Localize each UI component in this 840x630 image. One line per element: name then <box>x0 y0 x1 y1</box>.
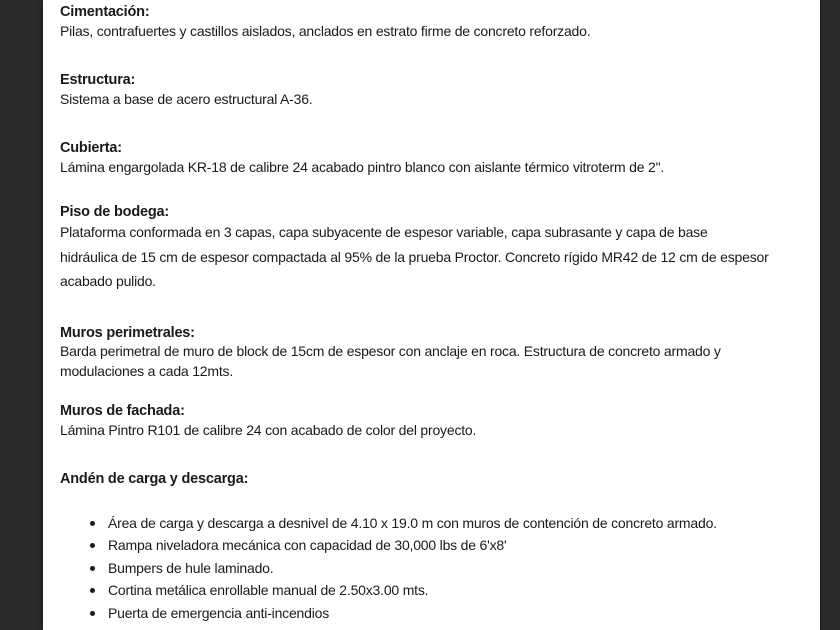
section-title: Estructura: <box>60 72 136 88</box>
list-item-text: Puerta de emergencia anti-incendios <box>108 604 330 621</box>
section-title: Cubierta: <box>60 140 122 156</box>
section-title: Piso de bodega: <box>60 204 169 220</box>
section-text-line: acabado pulido. <box>60 273 156 289</box>
list-item <box>43 534 803 556</box>
list-item-text: Bumpers de hule laminado. <box>108 559 274 576</box>
section-text-line: Plataforma conformada en 3 capas, capa subyacente de espesor variable, capa subrasante y capa de base <box>60 224 708 240</box>
bullet-icon <box>90 543 95 548</box>
bullet-icon <box>90 521 95 526</box>
list-item <box>43 579 803 601</box>
list-item <box>43 557 803 579</box>
section-text-line: modulaciones a cada 12mts. <box>60 363 234 379</box>
section-text: Lámina Pintro R101 de calibre 24 con acabado de color del proyecto. <box>60 422 477 438</box>
section-title: Muros perimetrales: <box>60 325 195 341</box>
section-text: Lámina engargolada KR-18 de calibre 24 acabado pintro blanco con aislante térmico vitroterm de 2". <box>60 159 665 175</box>
list-item-text: Cortina metálica enrollable manual de 2.50x3.00 mts. <box>108 582 429 599</box>
section-anden-de-carga <box>60 471 800 487</box>
list-item-text: Área de carga y descarga a desnivel de 4.10 x 19.0 m con muros de contención de concreto armado. <box>108 515 717 531</box>
section-estructura <box>60 72 800 109</box>
list-item-text: Rampa niveladora mecánica con capacidad de 30,000 lbs de 6'x8' <box>108 537 507 554</box>
section-cubierta <box>60 140 800 177</box>
section-muros-perimetrales <box>60 325 800 381</box>
list-item <box>43 602 803 624</box>
bullet-icon <box>90 611 95 616</box>
bullet-icon <box>90 588 95 593</box>
document-page <box>43 0 820 630</box>
bullet-list <box>43 512 803 624</box>
section-text-line: Barda perimetral de muro de block de 15cm de espesor con anclaje en roca. Estructura de concreto armado y <box>60 343 721 359</box>
bullet-icon <box>90 566 95 571</box>
section-text: Pilas, contrafuertes y castillos aislados, anclados en estrato firme de concreto reforzado. <box>60 23 591 39</box>
section-text: Sistema a base de acero estructural A-36. <box>60 91 313 107</box>
section-piso-de-bodega <box>60 204 800 294</box>
section-muros-de-fachada <box>60 403 800 440</box>
section-cimentacion <box>60 4 800 41</box>
section-title: Cimentación: <box>60 4 150 20</box>
section-title: Andén de carga y descarga: <box>60 471 249 487</box>
section-text-line: hidráulica de 15 cm de espesor compactada al 95% de la prueba Proctor. Concreto rígido MR42 de 12 cm de espesor <box>60 248 769 265</box>
list-item <box>43 512 803 534</box>
section-title: Muros de fachada: <box>60 403 185 419</box>
